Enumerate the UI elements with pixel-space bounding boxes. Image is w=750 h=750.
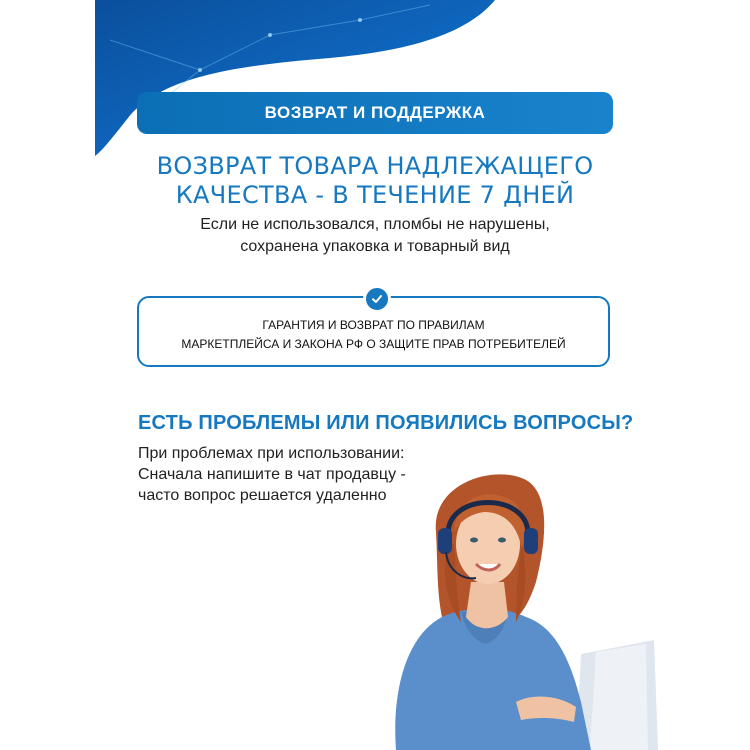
return-conditions	[95, 214, 655, 258]
section-header-banner	[137, 92, 613, 134]
support-instructions	[138, 443, 406, 506]
section-header-label: ВОЗВРАТ И ПОДДЕРЖКА	[264, 103, 486, 122]
support-line: При проблемах при использовании:	[138, 445, 405, 462]
check-icon	[363, 285, 391, 313]
decorative-wave	[0, 0, 750, 170]
support-heading: ЕСТЬ ПРОБЛЕМЫ ИЛИ ПОЯВИЛИСЬ ВОПРОСЫ?	[138, 412, 634, 434]
return-conditions-line: сохранена упаковка и товарный вид	[240, 238, 510, 255]
return-policy-title	[95, 152, 655, 210]
support-line: Сначала напишите в чат продавцу -	[138, 466, 406, 483]
return-conditions-line: Если не использовался, пломбы не нарушены,	[200, 216, 550, 233]
support-line: часто вопрос решается удаленно	[138, 487, 387, 504]
guarantee-line: ГАРАНТИЯ И ВОЗВРАТ ПО ПРАВИЛАМ	[262, 317, 485, 332]
support-operator-photo	[376, 472, 676, 750]
return-title-line: ВОЗВРАТ ТОВАРА НАДЛЕЖАЩЕГО	[156, 152, 594, 180]
return-title-line: КАЧЕСТВА - В ТЕЧЕНИЕ 7 ДНЕЙ	[175, 181, 575, 209]
guarantee-line: МАРКЕТПЛЕЙСА И ЗАКОНА РФ О ЗАЩИТЕ ПРАВ ПОТРЕБИТЕЛЕЙ	[181, 336, 566, 351]
